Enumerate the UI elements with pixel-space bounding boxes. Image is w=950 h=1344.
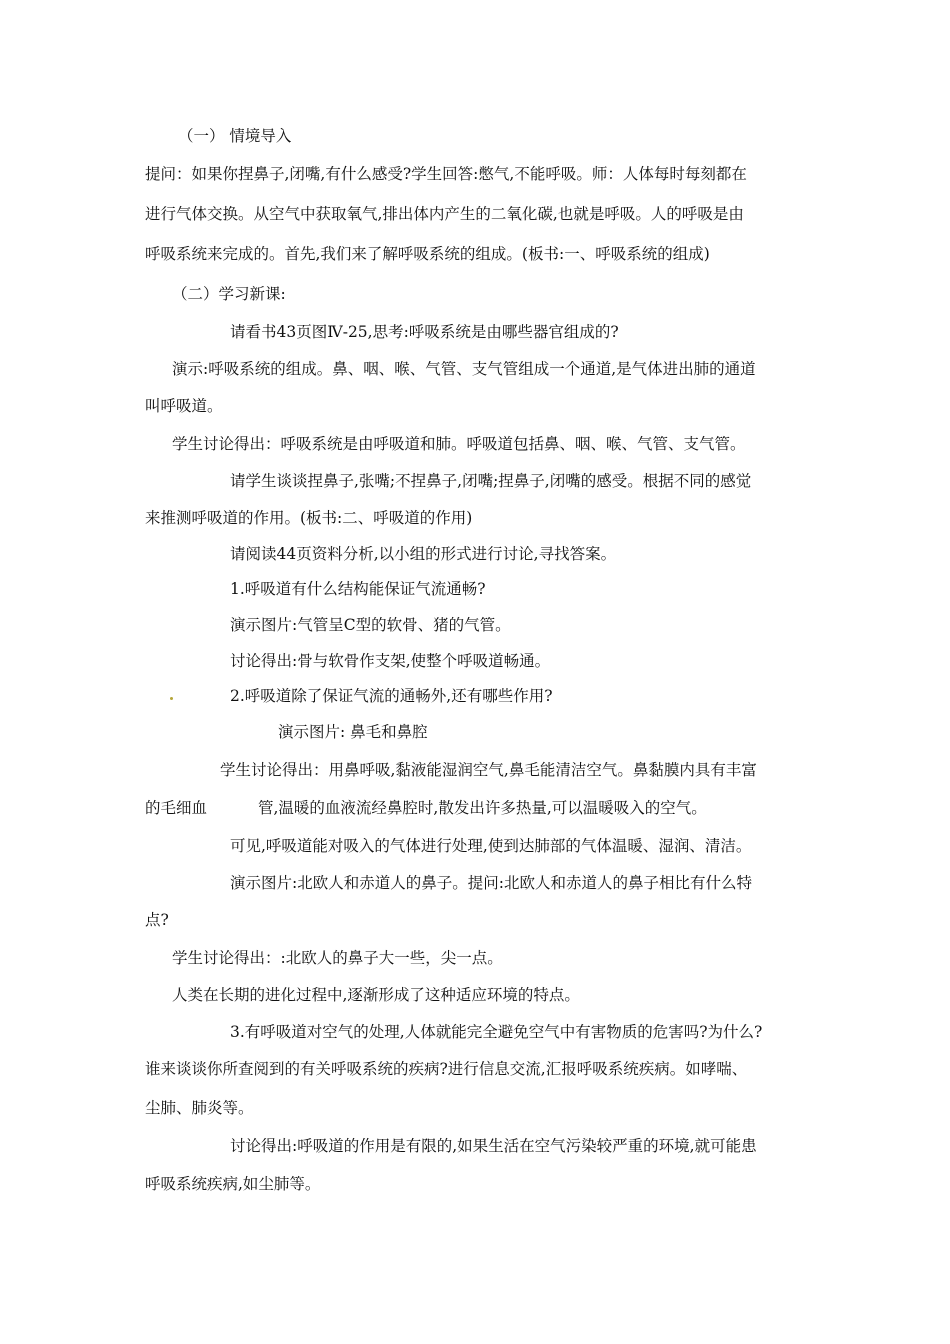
- paragraph-line: 演示图片:北欧人和赤道人的鼻子。提问:北欧人和赤道人的鼻子相比有什么特: [230, 874, 752, 892]
- paragraph-line: 讨论得出:骨与软骨作支架,使整个呼吸道畅通。: [230, 652, 551, 670]
- paragraph-line: 呼吸系统疾病,如尘肺等。: [145, 1175, 321, 1193]
- paragraph-line: 进行气体交换。从空气中获取氧气,排出体内产生的二氧化碳,也就是呼吸。人的呼吸是由: [145, 205, 744, 223]
- question-3: 3.有呼吸道对空气的处理,人体就能完全避免空气中有害物质的危害吗?为什么?: [230, 1023, 763, 1041]
- paragraph-line: 演示:呼吸系统的组成。鼻、咽、喉、气管、支气管组成一个通道,是气体进出肺的通道: [172, 360, 756, 378]
- paragraph-line: 的毛细血: [145, 799, 208, 817]
- paragraph-line: 叫呼吸道。: [145, 397, 223, 415]
- paragraph-line: 可见,呼吸道能对吸入的气体进行处理,使到达肺部的气体温暖、湿润、清洁。: [230, 837, 752, 855]
- paragraph-line: 来推测呼吸道的作用。(板书:二、呼吸道的作用): [145, 509, 473, 527]
- paragraph-line: 学生讨论得出：呼吸系统是由呼吸道和肺。呼吸道包括鼻、咽、喉、气管、支气管。: [172, 435, 746, 453]
- paragraph-line: 请学生谈谈捏鼻子,张嘴;不捏鼻子,闭嘴;捏鼻子,闭嘴的感受。根据不同的感觉: [230, 472, 752, 490]
- paragraph-line: 谁来谈谈你所查阅到的有关呼吸系统的疾病?进行信息交流,汇报呼吸系统疾病。如哮喘、: [145, 1060, 748, 1078]
- paragraph-line: 演示图片:气管呈C型的软骨、猪的气管。: [230, 616, 511, 634]
- heading-new-lesson: （二）学习新课:: [172, 285, 286, 303]
- paragraph-line: 请阅读44页资料分析,以小组的形式进行讨论,寻找答案。: [230, 545, 617, 563]
- paragraph-line: 演示图片: 鼻毛和鼻腔: [278, 723, 428, 741]
- paragraph-line: 人类在长期的进化过程中,逐渐形成了这种适应环境的特点。: [172, 986, 580, 1004]
- paragraph-line: 点?: [145, 911, 169, 929]
- paragraph-line: 呼吸系统来完成的。首先,我们来了解呼吸系统的组成。(板书:一、呼吸系统的组成): [145, 245, 710, 263]
- paragraph-line: 讨论得出:呼吸道的作用是有限的,如果生活在空气污染较严重的环境,就可能患: [230, 1137, 757, 1155]
- question-1: 1.呼吸道有什么结构能保证气流通畅?: [230, 580, 486, 598]
- paragraph-line: 学生讨论得出：:北欧人的鼻子大一些，尖一点。: [172, 949, 503, 967]
- paragraph-line: 学生讨论得出：用鼻呼吸,黏液能湿润空气,鼻毛能清洁空气。鼻黏膜内具有丰富: [220, 761, 757, 779]
- heading-situation-intro: （一） 情境导入: [178, 127, 292, 145]
- paragraph-line: 管,温暖的血液流经鼻腔时,散发出许多热量,可以温暖吸入的空气。: [258, 799, 707, 817]
- question-2: 2.呼吸道除了保证气流的通畅外,还有哪些作用?: [230, 687, 553, 705]
- paragraph-line: 尘肺、肺炎等。: [145, 1099, 254, 1117]
- paragraph-line: 请看书43页图Ⅳ-25,思考:呼吸系统是由哪些器官组成的?: [230, 323, 619, 341]
- paragraph-line: 提问：如果你捏鼻子,闭嘴,有什么感受?学生回答:憋气,不能呼吸。师：人体每时每刻都在: [145, 165, 747, 183]
- stray-mark: [170, 697, 173, 700]
